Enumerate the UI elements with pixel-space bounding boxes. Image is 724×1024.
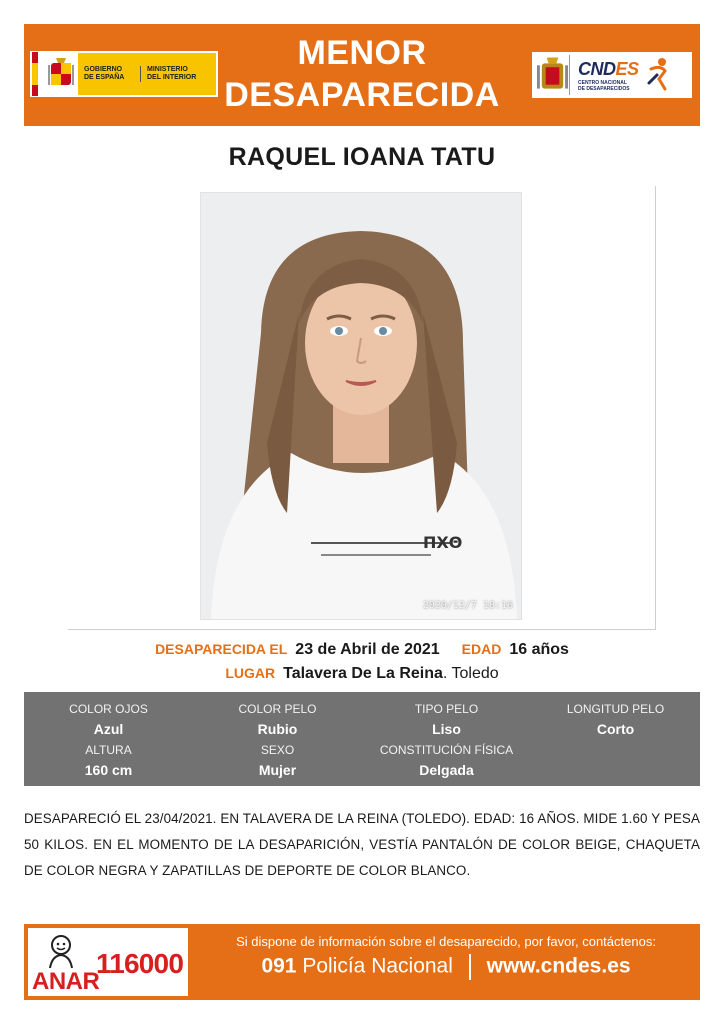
missing-date-value: 23 de Abril de 2021 <box>295 641 440 658</box>
child-face-icon <box>46 934 76 970</box>
anar-wordmark: ANAR <box>32 968 100 995</box>
stat-build <box>362 743 531 778</box>
title-line2: DESAPARECIDA <box>224 76 500 114</box>
cndes-wordmark <box>578 59 639 80</box>
person-name: RAQUEL IOANA TATU <box>228 143 496 171</box>
place-province: . Toledo <box>442 665 499 682</box>
anar-phone-number: 116000 <box>96 948 184 979</box>
stat-label: COLOR OJOS <box>69 702 148 716</box>
stat-value: 160 cm <box>84 762 133 778</box>
stat-label: TIPO PELO <box>414 702 479 716</box>
anar-logo <box>28 928 188 996</box>
missing-info-line <box>0 641 724 659</box>
place-info-line <box>0 665 724 683</box>
contact-details <box>192 954 700 980</box>
coat-of-arms-icon <box>48 57 74 91</box>
photo-timestamp: 2020/12/7 18:16 <box>422 600 513 611</box>
age-label: EDAD <box>461 641 502 657</box>
stat-hair-color <box>193 702 362 737</box>
stat-hair-length <box>531 702 700 737</box>
missing-date-label: DESAPARECIDA EL <box>155 641 288 657</box>
stat-label: COLOR PELO <box>238 702 317 716</box>
cndes-word-part1: CND <box>578 58 616 79</box>
cndes-sub-line2: DE DESAPARECIDOS <box>578 85 630 92</box>
cndes-sub-line1: CENTRO NACIONAL <box>578 79 627 86</box>
stat-label: ALTURA <box>85 743 132 757</box>
gobierno-espana-logo <box>30 51 218 97</box>
contact-instructions: Si dispone de información sobre el desaparecido, por favor, contáctenos: <box>236 934 656 949</box>
stat-label: LONGITUD PELO <box>566 702 665 716</box>
footer-divider <box>469 954 471 980</box>
physical-description-table <box>24 692 700 786</box>
portrait-illustration <box>201 193 522 620</box>
cndes-logo <box>532 52 692 98</box>
disappearance-description: DESAPARECIÓ EL 23/04/2021. EN TALAVERA DE LA REINA (TOLEDO). EDAD: 16 AÑOS. MIDE 1.60 Y PESA 50 KILOS. EN EL MOMENTO DE LA DESAPARICIÓN, VESTÍA PANTALÓN DE COLOR BEIGE, CHAQUETA DE COLOR NEGRA Y ZAPATILLAS DE DEPORTE DE COLOR BLANCO. <box>24 811 700 878</box>
stat-eye-color <box>24 702 193 737</box>
stat-value: Azul <box>93 721 124 737</box>
person-photo <box>200 192 522 620</box>
stat-value: Liso <box>432 721 461 737</box>
contact-footer <box>24 924 700 1000</box>
stat-label: CONSTITUCIÓN FÍSICA <box>379 743 514 757</box>
stat-value: Rubio <box>257 721 298 737</box>
svg-text:ΠΧΘ: ΠΧΘ <box>423 533 463 552</box>
stat-label: SEXO <box>260 743 295 757</box>
age-value: 16 años <box>509 641 569 658</box>
stat-sex <box>193 743 362 778</box>
page-title <box>224 32 500 116</box>
gobierno-text <box>78 66 140 82</box>
gov-line1: GOBIERNO <box>84 66 123 73</box>
ministerio-text <box>140 66 202 82</box>
gov-line3: MINISTERIO <box>147 66 188 73</box>
place-label: LUGAR <box>225 665 276 681</box>
police-name: Policía Nacional <box>302 954 453 978</box>
gov-line4: DEL INTERIOR <box>147 74 197 81</box>
title-line1: MENOR <box>297 34 427 72</box>
stat-value: Delgada <box>419 762 474 778</box>
running-figure-icon <box>643 57 671 93</box>
website-link[interactable]: www.cndes.es <box>486 954 631 978</box>
gov-text-block <box>78 53 216 95</box>
cndes-text <box>578 59 639 92</box>
cndes-word-part2: ES <box>615 58 639 79</box>
stat-value: Mujer <box>258 762 297 778</box>
place-city: Talavera De La Reina <box>283 665 443 682</box>
police-phone: 091 <box>261 954 297 978</box>
stat-hair-type <box>362 702 531 737</box>
header-banner <box>24 24 700 126</box>
gov-line2: DE ESPAÑA <box>84 74 125 81</box>
spain-flag-icon <box>32 52 38 96</box>
stat-value: Corto <box>596 721 635 737</box>
coat-of-arms-icon <box>536 55 570 95</box>
stat-height <box>24 743 193 778</box>
